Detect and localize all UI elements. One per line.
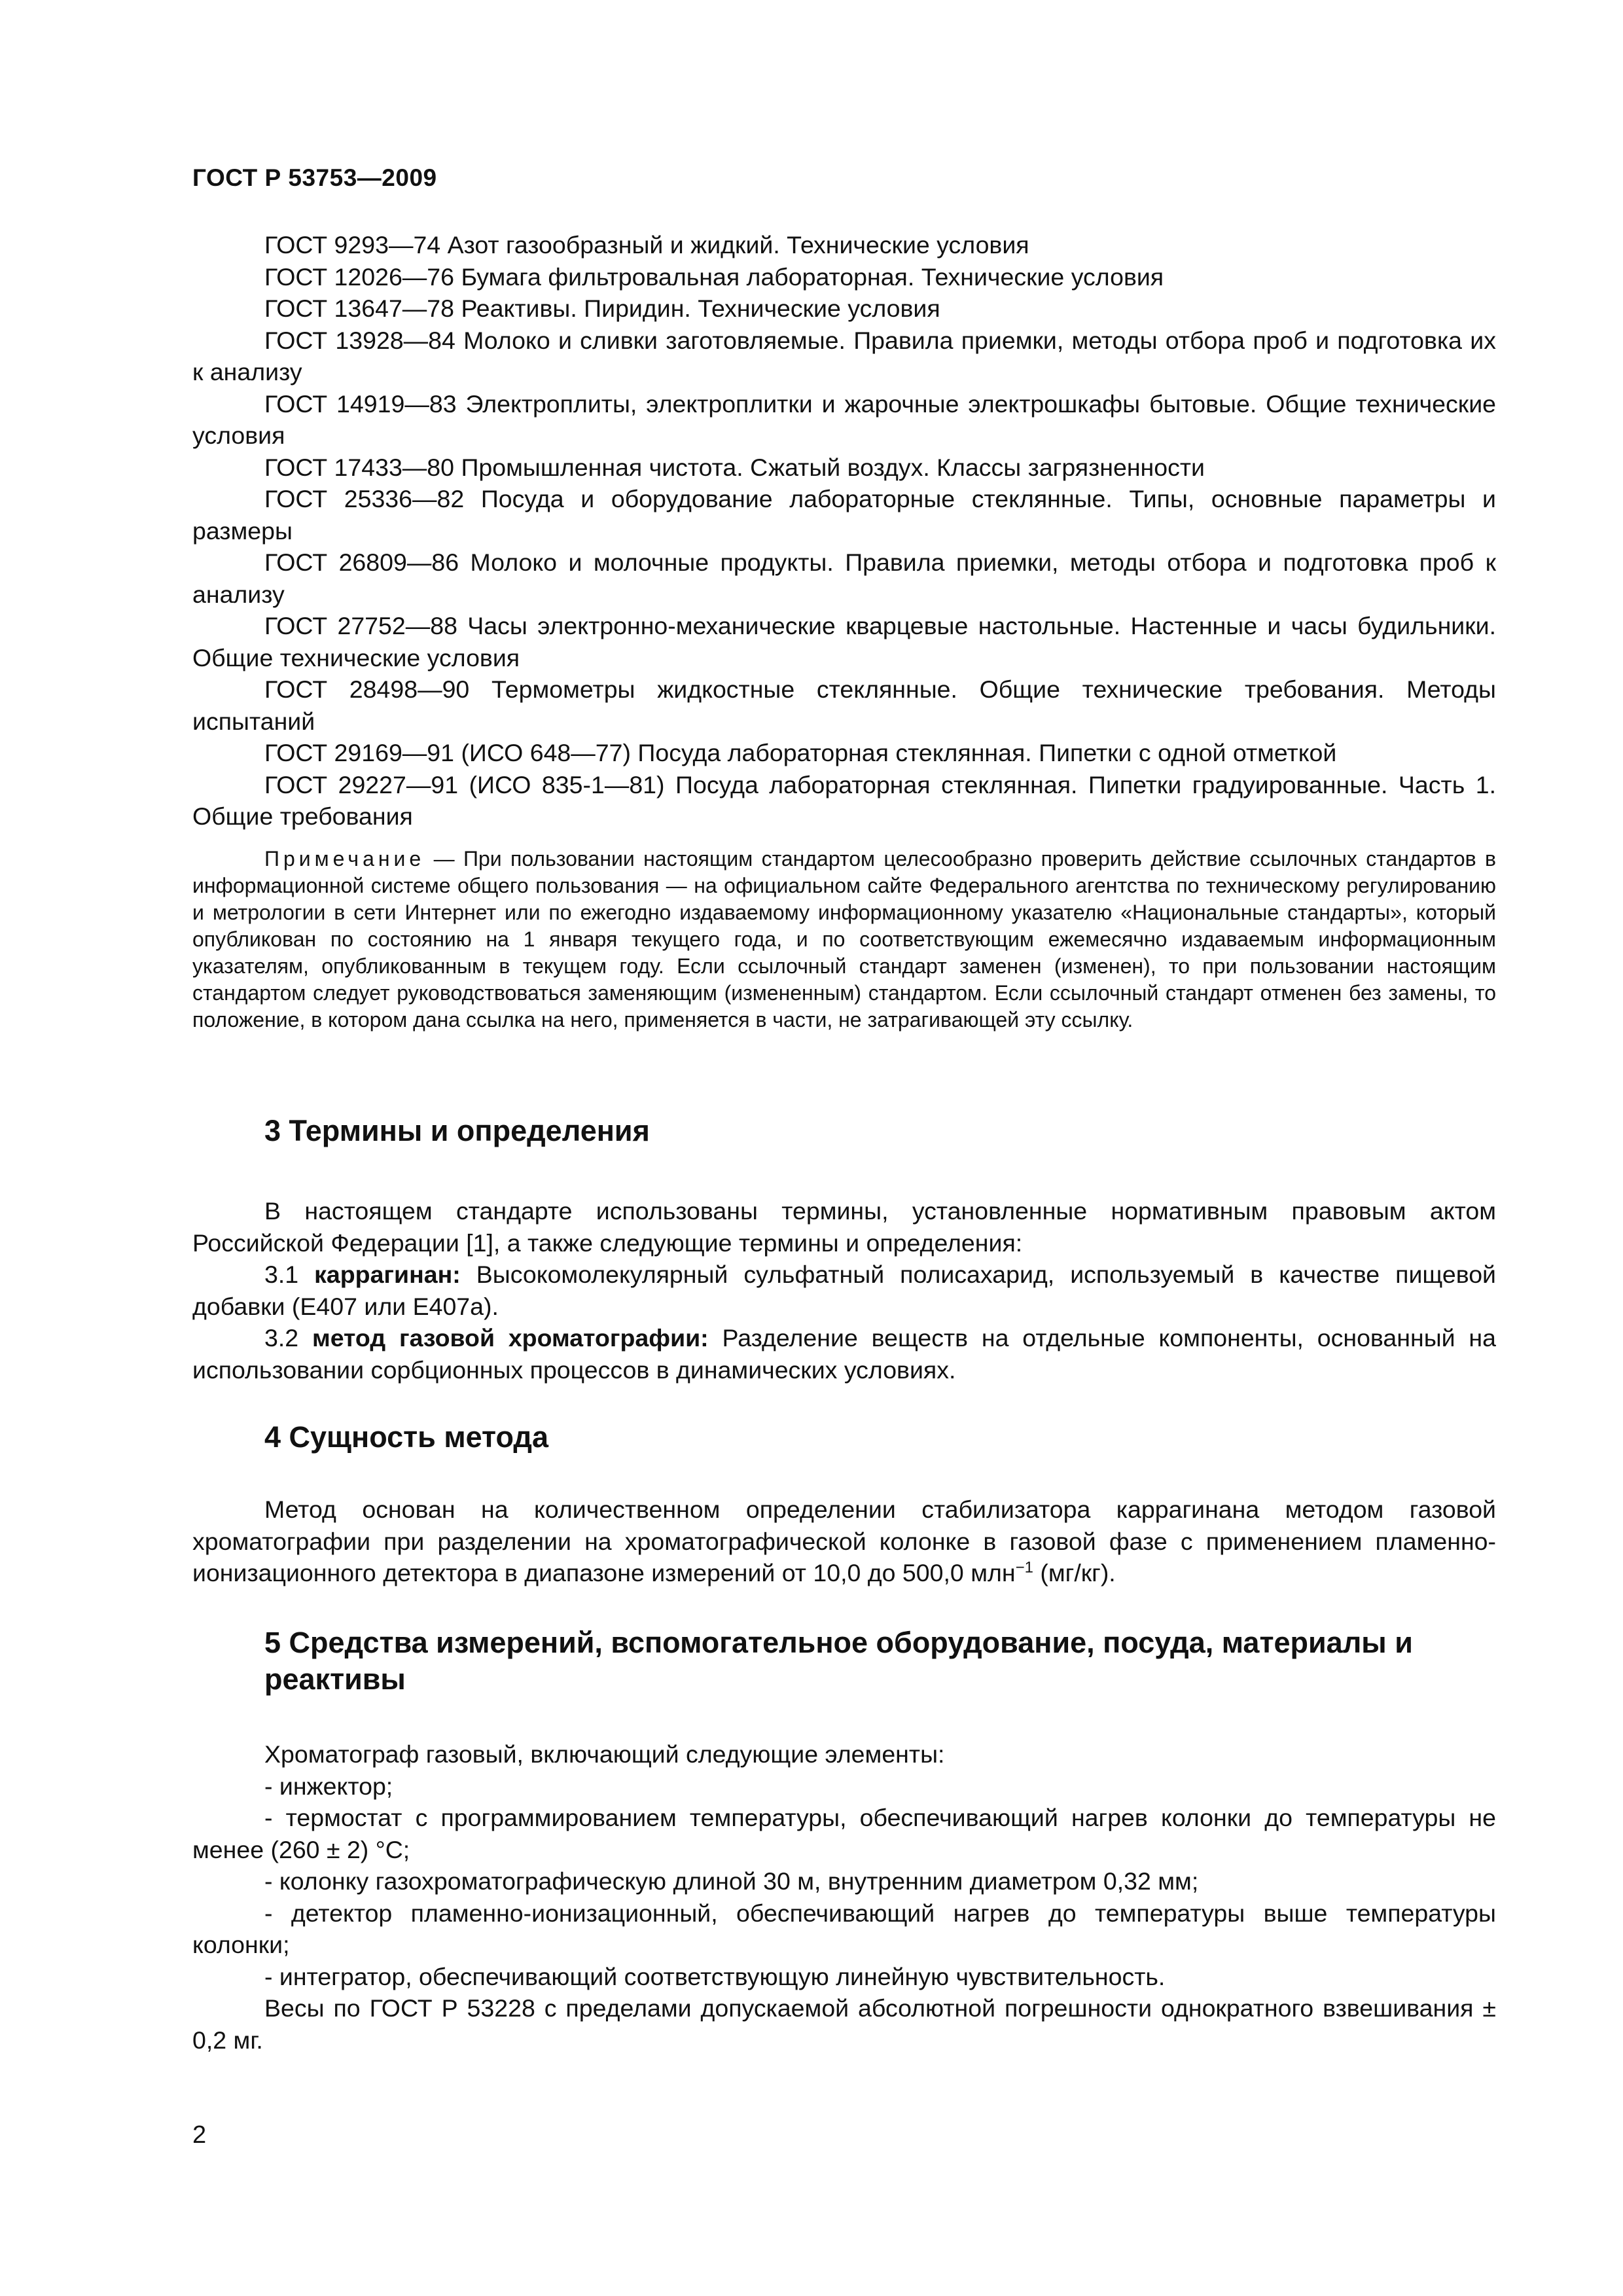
section-5-paragraph: Весы по ГОСТ Р 53228 с пределами допускаемой абсолютной погрешности однократного взвешивания ± 0,2 мг. xyxy=(192,1994,1496,2054)
section-4-text-tail: (мг/кг). xyxy=(1033,1559,1116,1587)
section-5-paragraph: - инжектор; xyxy=(264,1772,393,1800)
page-number: 2 xyxy=(192,2121,207,2149)
section-5-body xyxy=(192,1738,1496,2056)
section-4-body xyxy=(192,1494,1496,1589)
normative-references-list xyxy=(192,229,1496,833)
reference-item: ГОСТ 9293—74 Азот газообразный и жидкий. Технические условия xyxy=(264,231,1029,259)
document-header-id: ГОСТ Р 53753—2009 xyxy=(192,164,437,191)
term-number: 3.1 xyxy=(264,1261,299,1288)
section-4-paragraph xyxy=(192,1494,1496,1589)
reference-item: ГОСТ 27752—88 Часы электронно-механические кварцевые настольные. Настенные и часы будильники. Общие технические условия xyxy=(192,612,1496,672)
section-3-intro: В настоящем стандарте использованы термины, установленные нормативным правовым актом Российской Федерации [1], а также следующие термины и определения: xyxy=(192,1197,1496,1257)
section-5-paragraph: - колонку газохроматографическую длиной 30 м, внутренним диаметром 0,32 мм; xyxy=(264,1867,1199,1895)
section-5-title: 5 Средства измерений, вспомогательное оборудование, посуда, материалы и реактивы xyxy=(264,1626,1413,1696)
note-paragraph xyxy=(192,846,1496,1033)
section-4-text: Метод основан на количественном определении стабилизатора каррагинана методом газовой хроматографии при разделении на хроматографической колонке в газовой фазе с применением пламенно-ионизационного детектора в диапазоне измерений от 10,0 до 500,0 млн xyxy=(192,1496,1496,1587)
section-4-title: 4 Сущность метода xyxy=(264,1420,548,1454)
reference-item: ГОСТ 25336—82 Посуда и оборудование лабораторные стеклянные. Типы, основные параметры и размеры xyxy=(192,485,1496,545)
section-5-paragraph: Хроматограф газовый, включающий следующие элементы: xyxy=(264,1740,945,1768)
reference-item: ГОСТ 13928—84 Молоко и сливки заготовляемые. Правила приемки, методы отбора проб и подготовка их к анализу xyxy=(192,326,1496,386)
reference-item: ГОСТ 29227—91 (ИСО 835-1—81) Посуда лабораторная стеклянная. Пипетки градуированные. Часть 1. Общие требования xyxy=(192,770,1496,830)
reference-item: ГОСТ 14919—83 Электроплиты, электроплитки и жарочные электрошкафы бытовые. Общие технические условия xyxy=(192,389,1496,449)
unit-superscript: −1 xyxy=(1015,1558,1033,1577)
term-number: 3.2 xyxy=(264,1324,299,1352)
section-3-body xyxy=(192,1195,1496,1386)
note-block xyxy=(192,846,1496,1033)
term-3-2 xyxy=(192,1322,1496,1386)
section-3-title: 3 Термины и определения xyxy=(264,1114,650,1147)
term-3-1 xyxy=(192,1259,1496,1322)
reference-item: ГОСТ 29169—91 (ИСО 648—77) Посуда лабораторная стеклянная. Пипетки с одной отметкой xyxy=(264,739,1337,766)
section-5-paragraph: - детектор пламенно-ионизационный, обеспечивающий нагрев до температуры выше температуры колонки; xyxy=(192,1899,1496,1958)
section-5-paragraph: - термостат с программированием температуры, обеспечивающий нагрев колонки до температуры не менее (260 ± 2) °С; xyxy=(192,1804,1496,1863)
note-text: — При пользовании настоящим стандартом целесообразно проверить действие ссылочных стандартов в информационной системе общего пользования — на официальном сайте Федерального агентства по техническому регулированию и метрологии в сети Интернет или по ежегодно издаваемому информационному указателю «Национальные стандарты», который опубликован по состоянию на 1 января текущего года, и по соответствующим ежемесячно издаваемым информационным указателям, опубликованным в текущем году. Если ссылочный стандарт заменен (изменен), то при пользовании настоящим стандартом следует руководствоваться заменяющим (измененным) стандартом. Если ссылочный стандарт отменен без замены, то положение, в котором дана ссылка на него, применяется в части, не затрагивающей эту ссылку. xyxy=(192,847,1497,1031)
term-name: метод газовой хроматографии: xyxy=(312,1324,709,1352)
reference-item: ГОСТ 26809—86 Молоко и молочные продукты. Правила приемки, методы отбора и подготовка проб к анализу xyxy=(192,548,1496,608)
reference-item: ГОСТ 13647—78 Реактивы. Пиридин. Технические условия xyxy=(264,295,940,322)
term-name: каррагинан: xyxy=(314,1261,461,1288)
reference-item: ГОСТ 17433—80 Промышленная чистота. Сжатый воздух. Классы загрязненности xyxy=(264,453,1205,481)
section-5-paragraph: - интегратор, обеспечивающий соответствующую линейную чувствительность. xyxy=(264,1962,1166,1990)
term-definition: Высокомолекулярный сульфатный полисахарид, используемый в качестве пищевой добавки (Е407 или Е407а). xyxy=(192,1261,1496,1320)
note-label: Примечание xyxy=(264,847,425,870)
reference-item: ГОСТ 28498—90 Термометры жидкостные стеклянные. Общие технические требования. Методы испытаний xyxy=(192,675,1496,735)
reference-item: ГОСТ 12026—76 Бумага фильтровальная лабораторная. Технические условия xyxy=(264,262,1164,291)
term-definition: Разделение веществ на отдельные компоненты, основанный на использовании сорбционных процессов в динамических условиях. xyxy=(192,1324,1496,1384)
